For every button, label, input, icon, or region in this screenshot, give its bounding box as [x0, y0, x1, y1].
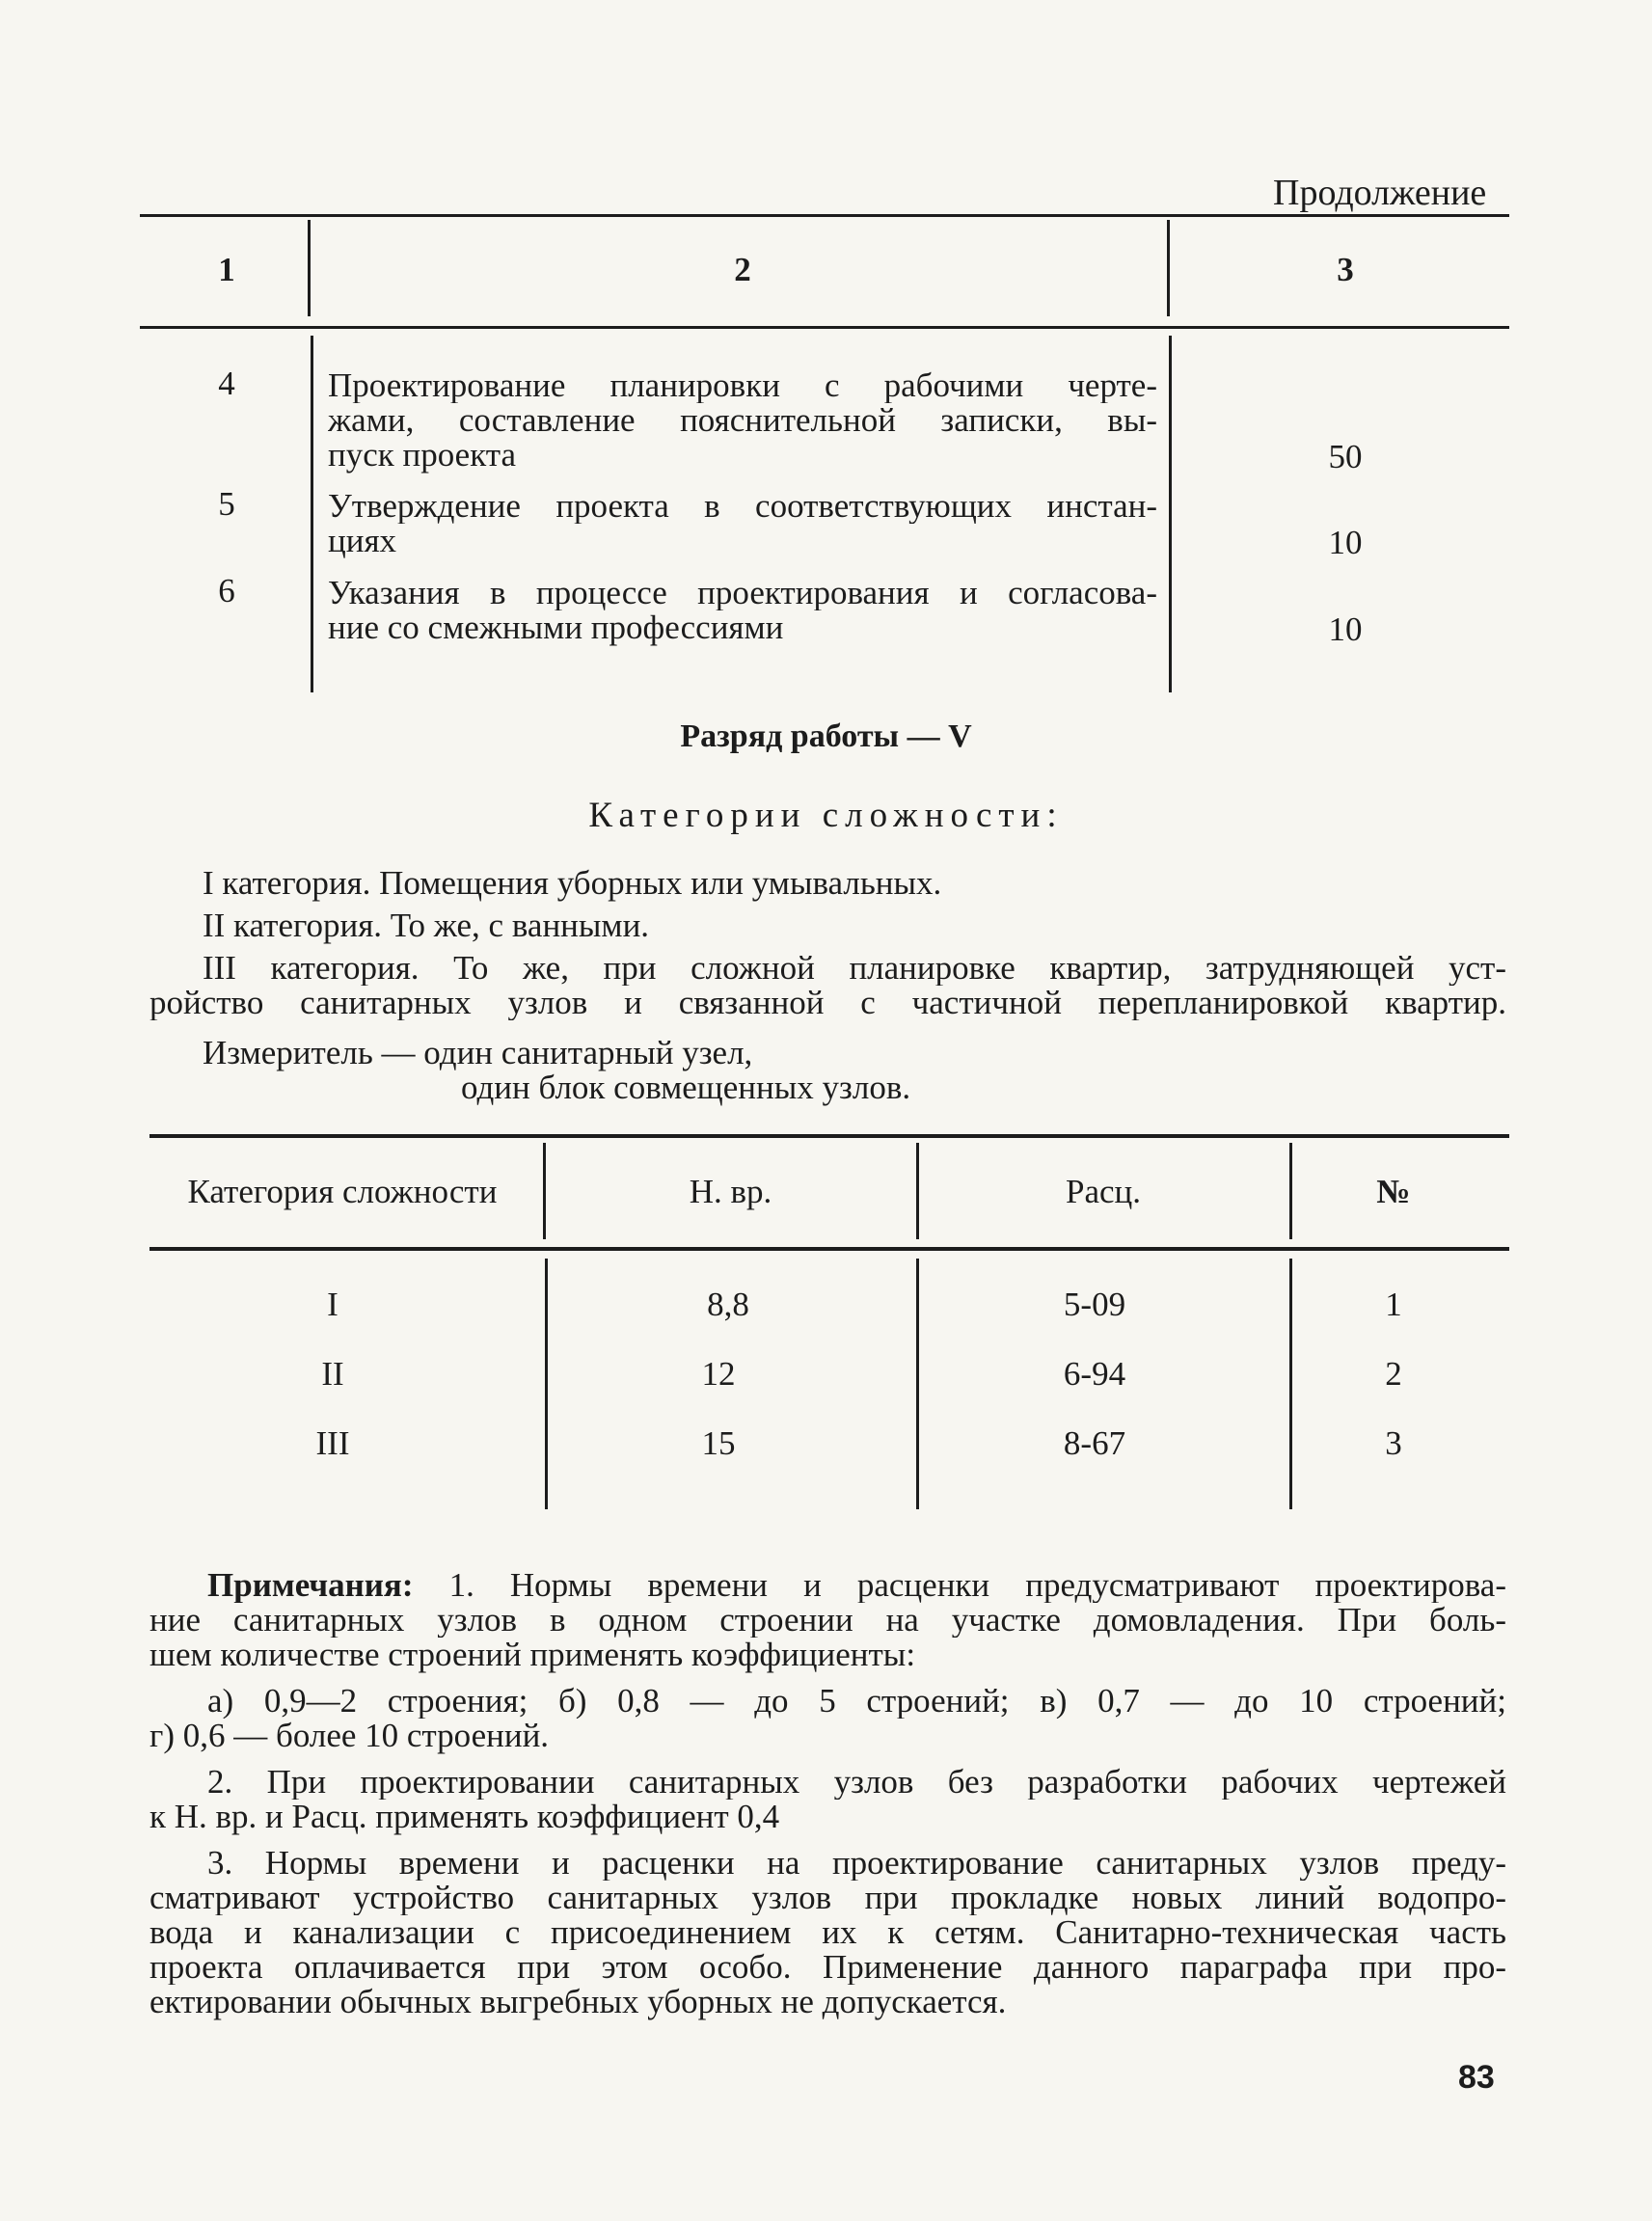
page-number: 83	[1458, 2059, 1495, 2096]
table-2-cell: 1	[1385, 1286, 1402, 1323]
notes-line: вода и канализации с присоединением их к сетям. Санитарно-техническая часть	[149, 1915, 1506, 1950]
notes-line: ние санитарных узлов в одном строении на участке домовладения. При боль-	[149, 1603, 1506, 1638]
table-2-header: Расц.	[1065, 1173, 1141, 1210]
table-1-row-value: 10	[1328, 610, 1363, 648]
table-1-row-text-line: циях	[328, 522, 397, 559]
table-2-cell: 12	[701, 1355, 736, 1393]
table-2-cell: 2	[1385, 1355, 1402, 1393]
table-2-cell: I	[327, 1286, 339, 1323]
table-2-col-divider	[543, 1143, 546, 1239]
table-2-col-divider	[545, 1259, 548, 1509]
table-2-header: №	[1376, 1173, 1411, 1210]
notes-line: ектировании обычных выгребных уборных не допускается.	[149, 1983, 1007, 2020]
table-1-row-value: 10	[1328, 524, 1363, 561]
table-2-top-rule	[149, 1134, 1509, 1138]
notes-first-line	[207, 1568, 1506, 1603]
category-line: I категория. Помещения уборных или умывальных.	[203, 864, 942, 902]
table-2-col-divider	[1289, 1143, 1292, 1239]
table-2-cell: 15	[701, 1424, 736, 1462]
table-1-top-rule	[140, 214, 1509, 217]
notes-line: проекта оплачивается при этом особо. Применение данного параграфа при про-	[149, 1950, 1506, 1985]
table-2-cell: II	[321, 1355, 344, 1393]
table-1-header-col1: 1	[218, 251, 235, 288]
table-1-row-text-line: Указания в процессе проектирования и согласова-	[328, 576, 1157, 610]
category-line: ройство санитарных узлов и связанной с частичной перепланировкой квартир.	[149, 986, 1506, 1020]
table-1-header-col3: 3	[1337, 251, 1354, 288]
meter-line: один блок совмещенных узлов.	[461, 1069, 911, 1106]
notes-line: 3. Нормы времени и расценки на проектирование санитарных узлов преду-	[207, 1846, 1506, 1881]
table-1-row-text-line: ние со смежными профессиями	[328, 609, 784, 646]
table-1-row-num: 5	[218, 485, 235, 523]
table-1-col-divider	[1167, 220, 1170, 316]
table-2-col-divider	[916, 1143, 919, 1239]
category-line: III категория. То же, при сложной планировке квартир, затрудняющей уст-	[203, 951, 1506, 986]
table-2-cell: 8,8	[707, 1286, 749, 1323]
table-2-cell: 8-67	[1063, 1424, 1126, 1462]
table-1-row-text-line: Утверждение проекта в соответствующих инстан-	[328, 489, 1157, 524]
table-1-row-text-line: Проектирование планировки с рабочими черте-	[328, 368, 1157, 403]
table-1-row-num: 4	[218, 365, 235, 402]
table-2-cell: 5-09	[1063, 1286, 1126, 1323]
table-2-cell: 3	[1385, 1424, 1402, 1462]
grade-heading: Разряд работы — V	[680, 718, 972, 754]
table-2-header-rule	[149, 1247, 1509, 1251]
notes-line: 2. При проектировании санитарных узлов без разработки рабочих чертежей	[207, 1765, 1506, 1800]
meter-line: Измеритель — один санитарный узел,	[203, 1034, 753, 1071]
notes-label: Примечания:	[207, 1568, 414, 1603]
notes-line: к Н. вр. и Расц. применять коэффициент 0,4	[149, 1798, 780, 1835]
notes-line: сматривают устройство санитарных узлов при прокладке новых линий водопро-	[149, 1881, 1506, 1915]
table-1-col-divider	[311, 336, 313, 692]
table-1-row-value: 50	[1328, 438, 1363, 475]
table-2-col-divider	[916, 1259, 919, 1509]
table-1-row-text-line: пуск проекта	[328, 436, 517, 474]
table-2-cell: III	[315, 1424, 350, 1462]
table-1-header-rule	[140, 326, 1509, 329]
table-2-header: Н. вр.	[689, 1173, 772, 1210]
notes-text: 1. Нормы времени и расценки предусматривают проектирова-	[448, 1568, 1506, 1603]
categories-heading: Категории сложности:	[588, 796, 1064, 835]
table-1-col-divider	[308, 220, 311, 316]
table-1-col-divider	[1169, 336, 1172, 692]
table-1-row-num: 6	[218, 572, 235, 609]
table-1-row-text-line: жами, составление пояснительной записки, вы-	[328, 403, 1157, 438]
notes-line: шем количестве строений применять коэффициенты:	[149, 1636, 916, 1673]
table-1-header-col2: 2	[734, 251, 751, 288]
notes-line: а) 0,9—2 строения; б) 0,8 — до 5 строений; в) 0,7 — до 10 строений;	[207, 1684, 1506, 1719]
table-2-header: Категория сложности	[187, 1173, 498, 1210]
continuation-label: Продолжение	[1273, 173, 1487, 213]
category-line: II категория. То же, с ванными.	[203, 907, 650, 944]
table-2-cell: 6-94	[1063, 1355, 1126, 1393]
table-2-col-divider	[1289, 1259, 1292, 1509]
notes-line: г) 0,6 — более 10 строений.	[149, 1717, 550, 1754]
